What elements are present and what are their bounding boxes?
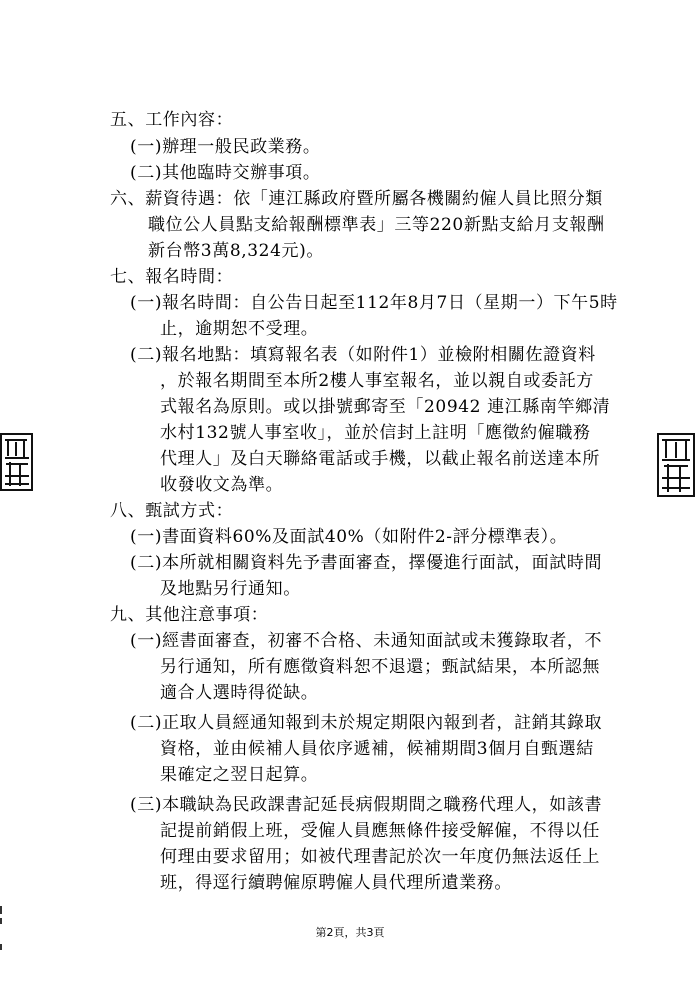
paragraph-line: (一)辦理一般民政業務。 [130,137,321,157]
heading-section-8: 八、甄試方式： [110,501,234,521]
paragraph-line: (一)報名時間：自公告日起至112年8月7日（星期一）下午5時 [130,293,618,313]
paragraph-line: 代理人」及白天聯絡電話或手機，以截止報名前送達本所 [160,449,600,469]
paragraph-line: (二)其他臨時交辦事項。 [130,163,321,183]
heading-section-7: 七、報名時間： [110,267,234,287]
paragraph-line: 果確定之翌日起算。 [160,765,319,785]
scan-edge-mark [0,906,2,914]
scan-edge-mark [0,944,2,950]
paragraph-line: 式報名為原則。或以掛號郵寄至「20942 連江縣南竿鄉清 [160,397,611,417]
paragraph-line: 資格，並由候補人員依序遞補，候補期間3個月自甄選結 [160,739,594,759]
paragraph-line: 班，得逕行續聘僱原聘僱人員代理所遺業務。 [160,873,512,893]
paragraph-line: ，於報名期間至本所2樓人事室報名，並以親自或委託方 [160,371,594,391]
heading-section-6: 六、薪資待遇：依「連江縣政府暨所屬各機關約僱人員比照分類 [110,189,603,209]
seal-stamp-left [0,432,34,492]
paragraph-line: 新台幣3萬8,324元)。 [148,241,324,261]
paragraph-line: 記提前銷假上班，受僱人員應無條件接受解僱，不得以任 [160,821,600,841]
seal-stamp-right [656,432,696,498]
paragraph-line: 水村132號人事室收」，並於信封上註明「應徵約僱職務 [160,423,591,443]
paragraph-line: 及地點另行通知。 [160,579,301,599]
paragraph-line: 何理由要求留用；如被代理書記於次一年度仍無法返任上 [160,847,600,867]
paragraph-line: (一)經書面審查，初審不合格、未通知面試或未獲錄取者，不 [130,631,603,651]
heading-section-5: 五、工作內容： [110,110,234,130]
paragraph-line: (二)正取人員經通知報到未於規定期限內報到者，註銷其錄取 [130,713,603,733]
paragraph-line: (三)本職缺為民政課書記延長病假期間之職務代理人，如該書 [130,795,603,815]
page-number: 第2頁，共3頁 [315,926,385,939]
heading-section-9: 九、其他注意事項： [110,605,269,625]
paragraph-line: 適合人選時得從缺。 [160,683,319,703]
paragraph-line: (一)書面資料60%及面試40%（如附件2-評分標準表）。 [130,527,568,547]
scan-edge-mark [0,918,2,924]
paragraph-line: (二)報名地點：填寫報名表（如附件1）並檢附相關佐證資料 [130,345,596,365]
paragraph-line: 收發收文為準。 [160,475,284,495]
paragraph-line: 止，逾期恕不受理。 [160,319,319,339]
paragraph-line: 職位公人員點支給報酬標準表」三等220新點支給月支報酬 [148,215,605,235]
paragraph-line: 另行通知，所有應徵資料恕不退還；甄試結果，本所認無 [160,657,600,677]
paragraph-line: (二)本所就相關資料先予書面審查，擇優進行面試，面試時間 [130,553,603,573]
